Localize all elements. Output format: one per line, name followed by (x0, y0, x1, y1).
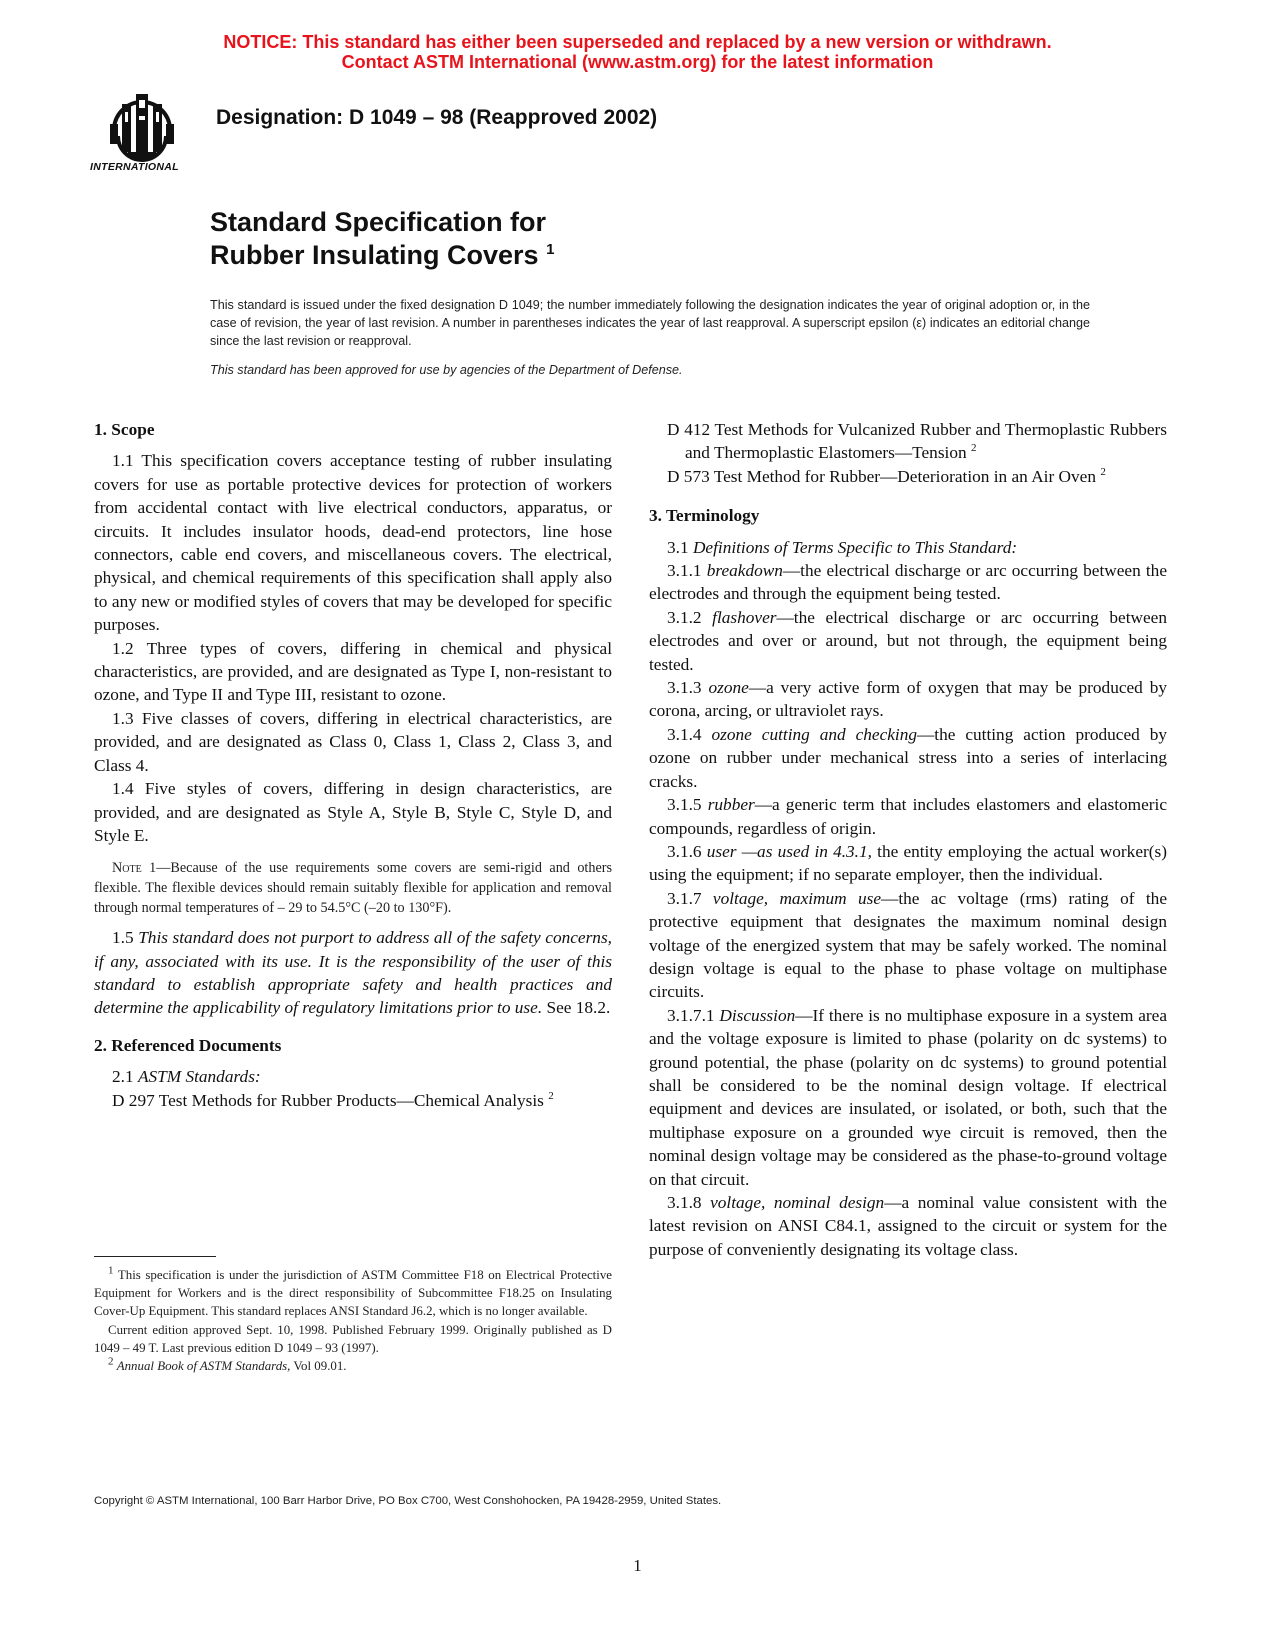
term-text: —a nominal value consistent with the latest revision on ANSI C84.1, assigned to the circuit or system for the purpose of conveniently designating its voltage class. (649, 1193, 1167, 1259)
term-3-1-5 (649, 793, 1167, 840)
logo-text: INTERNATIONAL (90, 161, 179, 173)
p1-5-tail: See 18.2. (546, 998, 611, 1018)
footnotes (94, 1266, 612, 1375)
p3-1-num: 3.1 (667, 537, 689, 557)
term-name: ozone cutting and checking (711, 724, 917, 744)
ref-text: D 297 Test Methods for Rubber Products—Chemical Analysis (112, 1090, 544, 1110)
term-num: 3.1.5 (667, 795, 702, 815)
reference-d297 (112, 1089, 612, 1112)
term-3-1-4 (649, 723, 1167, 793)
referenced-heading: 2. Referenced Documents (94, 1035, 282, 1055)
footnote-2 (94, 1357, 612, 1375)
term-name: voltage, maximum use (712, 888, 882, 908)
term-num: 3.1.2 (667, 607, 702, 627)
footnote-1 (94, 1266, 612, 1321)
fn2-italic: Annual Book of ASTM Standards, (116, 1359, 291, 1374)
term-text: —a generic term that includes elastomers and elastomeric compounds, regardless of origin. (649, 795, 1167, 838)
term-text: —the electrical discharge or arc occurring between electrodes and over or around, but not through, the equipment being tested. (649, 607, 1167, 674)
term-text: —the electrical discharge or arc occurring between the electrodes and through the equipment being tested. (649, 561, 1167, 604)
term-3-1-8 (649, 1191, 1167, 1261)
term-num: 3.1.1 (667, 561, 702, 581)
paragraph-1-4: 1.4 Five styles of covers, differing in design characteristics, are provided, and are designated as Style A, Style B, Style C, Style D, and Style E. (94, 779, 612, 845)
term-3-1-6 (649, 840, 1167, 887)
fn2-mark: 2 (108, 1355, 114, 1368)
paragraph-2-1 (94, 1065, 612, 1088)
term-text: —If there is no multiphase exposure in a system area and the voltage exposure is limited to phase (polarity on dc systems) to ground potential, the phase (polarity on dc systems) to ground potential shall be considered to be the nominal design voltage. If electrical equipment and devices are insulated, or isolated, or both, such that the multiphase exposure on a grounded wye circuit is removed, then the nominal design voltage may be considered as the phase-to-ground voltage on that circuit. (649, 1005, 1167, 1189)
ref-footnote: 2 (970, 442, 977, 455)
reference-d573 (667, 465, 1167, 488)
term-num: 3.1.7 (667, 888, 702, 908)
page-title (210, 206, 554, 272)
term-num: 3.1.8 (667, 1193, 702, 1212)
right-column (649, 418, 1167, 1261)
designation-label: Designation: (216, 106, 344, 129)
term-name: flashover (712, 607, 777, 627)
term-name: breakdown (706, 561, 783, 581)
p2-1-num: 2.1 (112, 1067, 134, 1087)
term-text: —the ac voltage (rms) rating of the protective equipment that designates the maximum nominal design voltage of the energized system that may be safely worked. The nominal design voltage is equal to the phase to phase voltage on multiphase circuits. (649, 888, 1167, 1002)
term-3-1-7 (649, 887, 1167, 1004)
term-name: voltage, nominal design (710, 1193, 885, 1212)
term-text: the entity employing the actual worker(s) using the equipment; if no separate employer, then the individual. (649, 841, 1167, 885)
left-column (94, 418, 612, 1112)
note-label: Note 1 (112, 860, 157, 877)
fn1-text: This specification is under the jurisdiction of ASTM Committee F18 on Electrical Protective Equipment for Workers and is the direct responsibility of Subcommittee F18.25 on Insulating Cover-Up Equipment. This standard replaces ANSI Standard J6.2, which is no longer available. (94, 1268, 612, 1319)
issue-note: This standard is issued under the fixed designation D 1049; the number immediately following the designation indicates the year of original adoption or, in the case of revision, the year of last revision. A number in parentheses indicates the year of last reapproval. A superscript epsilon (ε) indicates an editorial change since the last revision or reapproval. (210, 298, 1090, 348)
term-name: rubber (707, 795, 755, 815)
terminology-heading: 3. Terminology (649, 506, 760, 526)
scope-heading: 1. Scope (94, 420, 155, 439)
p2-1-label: ASTM Standards: (137, 1067, 261, 1087)
term-num: 3.1.7.1 (667, 1005, 715, 1025)
title-footnote-ref: 1 (546, 241, 555, 258)
ref-footnote: 2 (1100, 466, 1106, 479)
footnote-divider (94, 1256, 216, 1257)
p1-5-italic: This standard does not purport to address all of the safety concerns, if any, associated with its use. It is the responsibility of the user of this standard to establish appropriate safety and health practices and determine the applicability of regulatory limitations prior to use. (94, 928, 612, 1018)
paragraph-1-3: 1.3 Five classes of covers, differing in electrical characteristics, are provided, and are designated as Class 0, Class 1, Class 2, Class 3, and Class 4. (94, 708, 612, 775)
fn2-tail: Vol 09.01. (293, 1359, 347, 1374)
notice-line-1: NOTICE: This standard has either been superseded and replaced by a new version or withdrawn. (223, 32, 1052, 52)
paragraph-1-2: 1.2 Three types of covers, differing in chemical and physical characteristics, are provided, and are designated as Type I, non-resistant to ozone, and Type II and Type III, resistant to ozone. (94, 638, 612, 705)
term-3-1-2 (649, 606, 1167, 676)
withdrawal-notice (0, 32, 1275, 72)
term-text: —a very active form of oxygen that may be produced by corona, arcing, or ultraviolet rays. (649, 678, 1167, 721)
term-num: 3.1.4 (667, 724, 702, 744)
note-1 (94, 859, 612, 918)
designation (216, 106, 657, 130)
fn1-mark: 1 (108, 1264, 114, 1277)
term-3-1-7-1 (649, 1004, 1167, 1191)
footnote-1b: Current edition approved Sept. 10, 1998. Published February 1999. Originally published as D 1049 – 49 T. Last previous edition D 1049 – 93 (1997). (94, 1322, 612, 1355)
term-num: 3.1.6 (667, 841, 702, 861)
term-name: user —as used in 4.3.1, (706, 841, 872, 861)
notice-line-2: Contact ASTM International (www.astm.org) for the latest information (341, 52, 934, 72)
term-3-1-3 (649, 676, 1167, 723)
paragraph-3-1 (649, 536, 1167, 559)
term-3-1-1 (649, 559, 1167, 606)
p1-5-num: 1.5 (112, 928, 134, 948)
approved-note: This standard has been approved for use by agencies of the Department of Defense. (210, 363, 683, 377)
designation-number: D 1049 – 98 (Reapproved 2002) (349, 106, 658, 129)
paragraph-1-1: 1.1 This specification covers acceptance testing of rubber insulating covers for use as portable protective devices for protection of workers from accidental contact with live electrical conductors, apparatus, or circuits. It includes insulator hoods, dead-end protectors, line hose connectors, cable end covers, and miscellaneous covers. The electrical, physical, and chemical requirements of this specification shall apply also to any new or modified styles of covers that may be developed for specific purposes. (94, 451, 612, 635)
ref-footnote: 2 (548, 1089, 554, 1102)
ref-text: D 412 Test Methods for Vulcanized Rubber and Thermoplastic Rubbers and Thermoplastic Elastomers—Tension (667, 420, 1167, 463)
term-name: ozone (708, 678, 749, 698)
paragraph-1-5 (94, 926, 612, 1020)
copyright: Copyright © ASTM International, 100 Barr Harbor Drive, PO Box C700, West Conshohocken, PA 19428-2959, United States. (94, 1495, 722, 1507)
ref-text: D 573 Test Method for Rubber—Deterioration in an Air Oven (667, 466, 1096, 486)
title-line-1: Standard Specification for (210, 207, 547, 237)
note-text: —Because of the use requirements some covers are semi-rigid and others flexible. The flexible devices should remain suitably flexible for application and removal through normal temperatures of – 29 to 54.5°C (–20 to 130°F). (94, 860, 612, 916)
term-text: —the cutting action produced by ozone on rubber under mechanical stress into a series of interlacing cracks. (649, 724, 1167, 791)
reference-d412 (667, 418, 1167, 465)
title-line-2: Rubber Insulating Covers (210, 240, 539, 270)
term-num: 3.1.3 (667, 678, 702, 698)
page-number: 1 (633, 1556, 642, 1575)
p3-1-label: Definitions of Terms Specific to This Standard: (692, 537, 1018, 557)
term-name: Discussion (719, 1005, 796, 1025)
